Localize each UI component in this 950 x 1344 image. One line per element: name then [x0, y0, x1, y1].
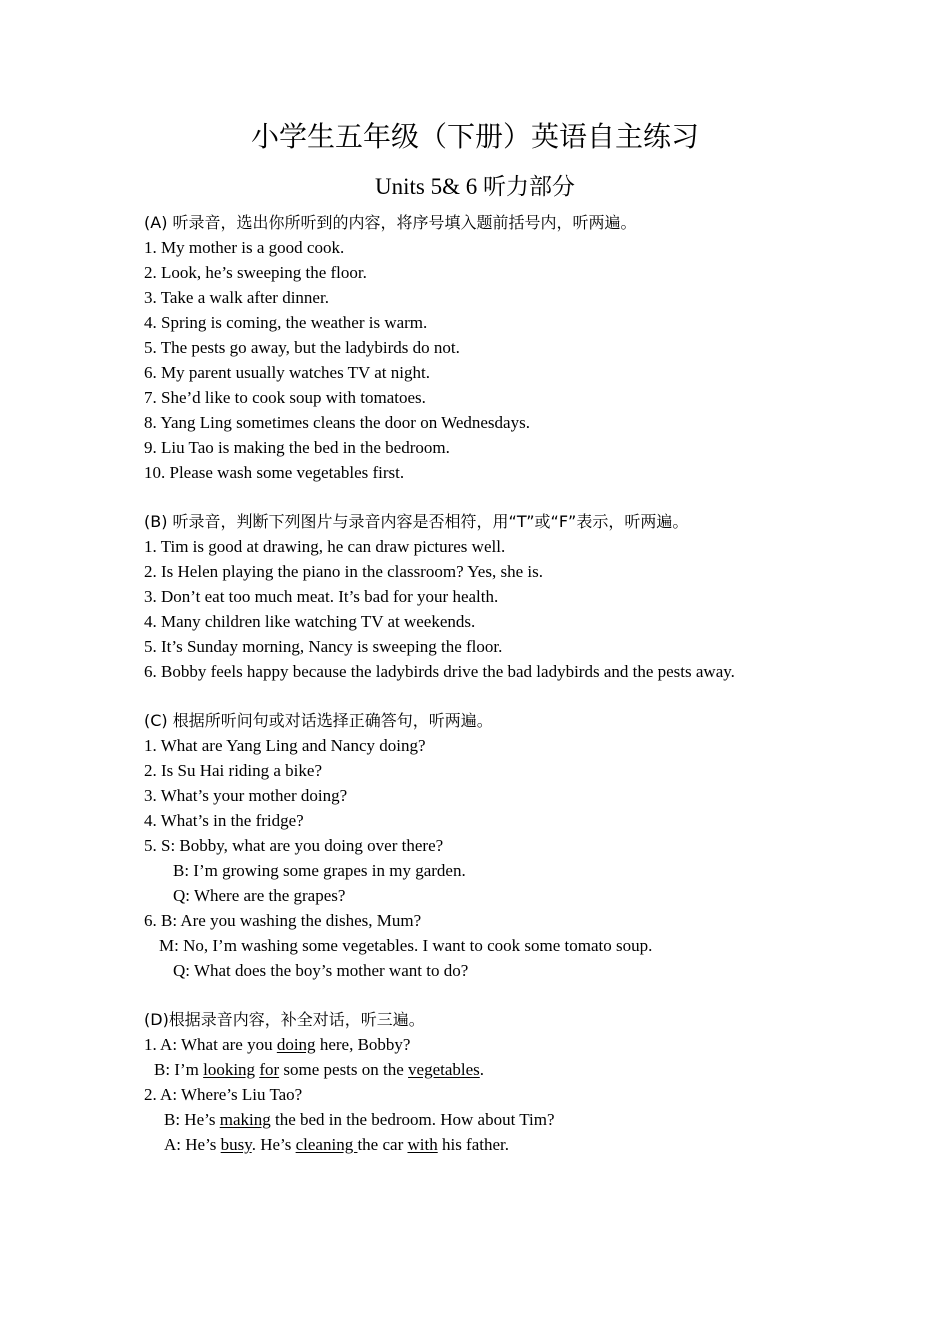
section-b-item: 2. Is Helen playing the piano in the classroom? Yes, she is.	[144, 562, 543, 581]
section-c-heading: (C) 根据所听问句或对话选择正确答句，听两遍。	[144, 711, 493, 730]
filled-blank: doing	[276, 1035, 316, 1054]
section-c-item: 6. B: Are you washing the dishes, Mum?	[144, 911, 422, 930]
section-a-item: 5. The pests go away, but the ladybirds do not.	[144, 338, 460, 357]
section-a-item: 10. Please wash some vegetables first.	[144, 463, 405, 482]
filled-blank: for	[259, 1060, 280, 1079]
dialogue-text: B: I’m	[154, 1060, 204, 1079]
section-b-heading: (B) 听录音，判断下列图片与录音内容是否相符，用“T”或“F”表示，听两遍。	[144, 512, 689, 531]
dialogue-line	[144, 1032, 806, 1057]
section-a-item: 8. Yang Ling sometimes cleans the door on Wednesdays.	[144, 413, 530, 432]
dialogue-text: the car	[357, 1135, 408, 1154]
section-c-item: 2. Is Su Hai riding a bike?	[144, 761, 322, 780]
section-a-item: 6. My parent usually watches TV at night.	[144, 363, 430, 382]
dialogue-text: B: He’s	[164, 1110, 220, 1129]
section-b-item: 3. Don’t eat too much meat. It’s bad for your health.	[144, 587, 499, 606]
document-body	[144, 210, 806, 1157]
spacer	[144, 684, 806, 708]
dialogue-text: some pests on the	[279, 1060, 409, 1079]
section-c-item: 3. What’s your mother doing?	[144, 786, 348, 805]
section-b-item: 5. It’s Sunday morning, Nancy is sweeping the floor.	[144, 637, 503, 656]
dialogue-text: his father.	[437, 1135, 510, 1154]
section-a-item: 3. Take a walk after dinner.	[144, 288, 329, 307]
section-a-heading: (A) 听录音，选出你所听到的内容，将序号填入题前括号内，听两遍。	[144, 213, 637, 232]
page-subtitle: Units 5& 6 听力部分	[375, 174, 575, 199]
section-c-item: 4. What’s in the fridge?	[144, 811, 304, 830]
dialogue-line	[144, 1057, 806, 1082]
filled-blank: cleaning	[295, 1135, 358, 1154]
spacer	[144, 485, 806, 509]
section-c-item: Q: What does the boy’s mother want to do?	[173, 961, 469, 980]
section-c-item: 5. S: Bobby, what are you doing over there?	[144, 836, 444, 855]
dialogue-line: 2. A: Where’s Liu Tao?	[144, 1085, 303, 1104]
filled-blank: vegetables	[408, 1060, 480, 1079]
section-c-item: B: I’m growing some grapes in my garden.	[173, 861, 466, 880]
dialogue-text: 1. A: What are you	[144, 1035, 277, 1054]
dialogue-text: .	[479, 1060, 485, 1079]
dialogue-text: the bed in the bedroom. How about Tim?	[270, 1110, 555, 1129]
dialogue-text: . He’s	[251, 1135, 296, 1154]
section-b-item: 4. Many children like watching TV at weekends.	[144, 612, 476, 631]
filled-blank: looking	[203, 1060, 256, 1079]
section-c-item: M: No, I’m washing some vegetables. I want to cook some tomato soup.	[159, 936, 653, 955]
section-b-item: 6. Bobby feels happy because the ladybirds drive the bad ladybirds and the pests away.	[144, 662, 735, 681]
page-title: 小学生五年级（下册）英语自主练习	[250, 120, 699, 153]
section-a-item: 9. Liu Tao is making the bed in the bedroom.	[144, 438, 450, 457]
filled-blank: with	[407, 1135, 438, 1154]
section-d-heading: (D)根据录音内容，补全对话，听三遍。	[144, 1010, 425, 1029]
section-a-item: 4. Spring is coming, the weather is warm.	[144, 313, 428, 332]
section-a-item: 7. She’d like to cook soup with tomatoes.	[144, 388, 426, 407]
section-c-item: 1. What are Yang Ling and Nancy doing?	[144, 736, 426, 755]
section-a-item: 1. My mother is a good cook.	[144, 238, 345, 257]
dialogue-line	[144, 1107, 806, 1132]
dialogue-text: here, Bobby?	[315, 1035, 411, 1054]
section-c-item: Q: Where are the grapes?	[173, 886, 346, 905]
dialogue-text: A: He’s	[164, 1135, 221, 1154]
section-b-item: 1. Tim is good at drawing, he can draw pictures well.	[144, 537, 506, 556]
dialogue-line	[144, 1132, 806, 1157]
spacer	[144, 983, 806, 1007]
filled-blank: busy	[220, 1135, 252, 1154]
section-a-item: 2. Look, he’s sweeping the floor.	[144, 263, 367, 282]
filled-blank: making	[219, 1110, 271, 1129]
